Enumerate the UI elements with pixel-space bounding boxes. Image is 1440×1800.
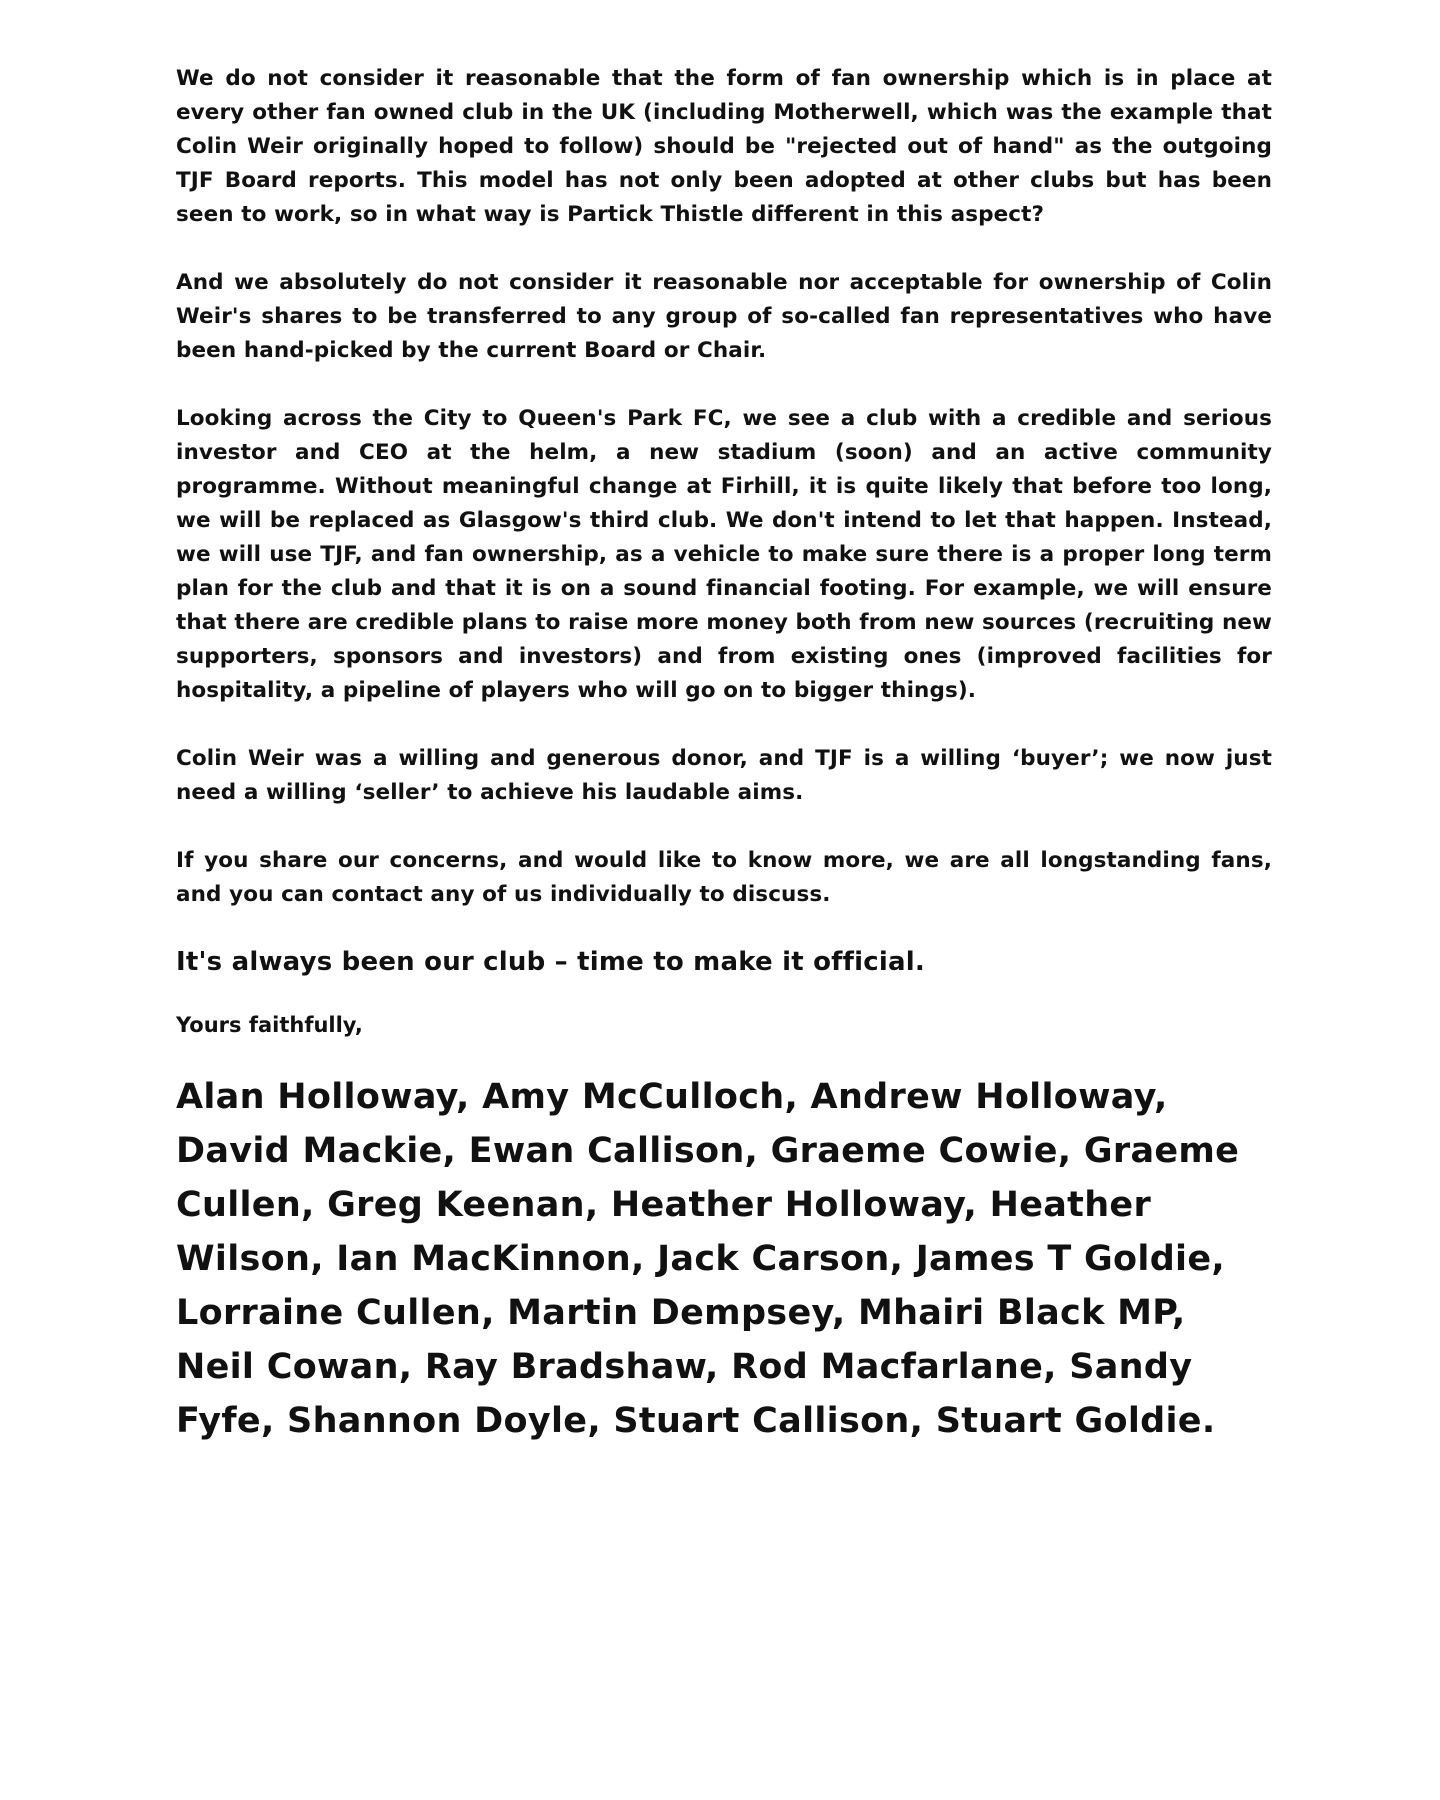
paragraph-contact-us: If you share our concerns, and would like to know more, we are all longstanding fans, and you can contact any of us individually to discuss. xyxy=(176,848,1272,907)
paragraph-fan-ownership-model: We do not consider it reasonable that the form of fan ownership which is in place at every other fan owned club in the UK (including Motherwell, which was the example that Colin Weir originally hoped to follow) should be "rejected out of hand" as the outgoing TJF Board reports. This model has not only been adopted at other clubs but has been seen to work, so in what way is Partick Thistle different in this aspect? xyxy=(176,66,1272,227)
signatories-list: Alan Holloway, Amy McCulloch, Andrew Holloway, David Mackie, Ewan Callison, Graeme Cowie, Graeme Cullen, Greg Keenan, Heather Holloway, Heather Wilson, Ian MacKinnon, Jack Carson, James T Goldie, Lorraine Cullen, Martin Dempsey, Mhairi Black MP, Neil Cowan, Ray Bradshaw, Rod Macfarlane, Sandy Fyfe, Shannon Doyle, Stuart Callison, Stuart Goldie. xyxy=(176,1077,1240,1441)
paragraph-colin-weir-donor: Colin Weir was a willing and generous donor, and TJF is a willing ‘buyer’; we now just need a willing ‘seller’ to achieve his laudable aims. xyxy=(176,746,1272,805)
paragraph-share-transfer: And we absolutely do not consider it reasonable nor acceptable for ownership of Colin Weir's shares to be transferred to any group of so-called fan representatives who have been hand-picked by the current Board or Chair. xyxy=(176,270,1272,363)
tagline: It's always been our club – time to make it official. xyxy=(176,947,925,977)
letter-body xyxy=(176,60,1272,1448)
paragraph-queens-park-comparison: Looking across the City to Queen's Park FC, we see a club with a credible and serious investor and CEO at the helm, a new stadium (soon) and an active community programme. Without meaningful change at Firhill, it is quite likely that before too long, we will be replaced as Glasgow's third club. We don't intend to let that happen. Instead, we will use TJF, and fan ownership, as a vehicle to make sure there is a proper long term plan for the club and that it is on a sound financial footing. For example, we will ensure that there are credible plans to raise more money both from new sources (recruiting new supporters, sponsors and investors) and from existing ones (improved facilities for hospitality, a pipeline of players who will go on to bigger things). xyxy=(176,406,1273,703)
closing-salutation: Yours faithfully, xyxy=(176,1013,363,1037)
